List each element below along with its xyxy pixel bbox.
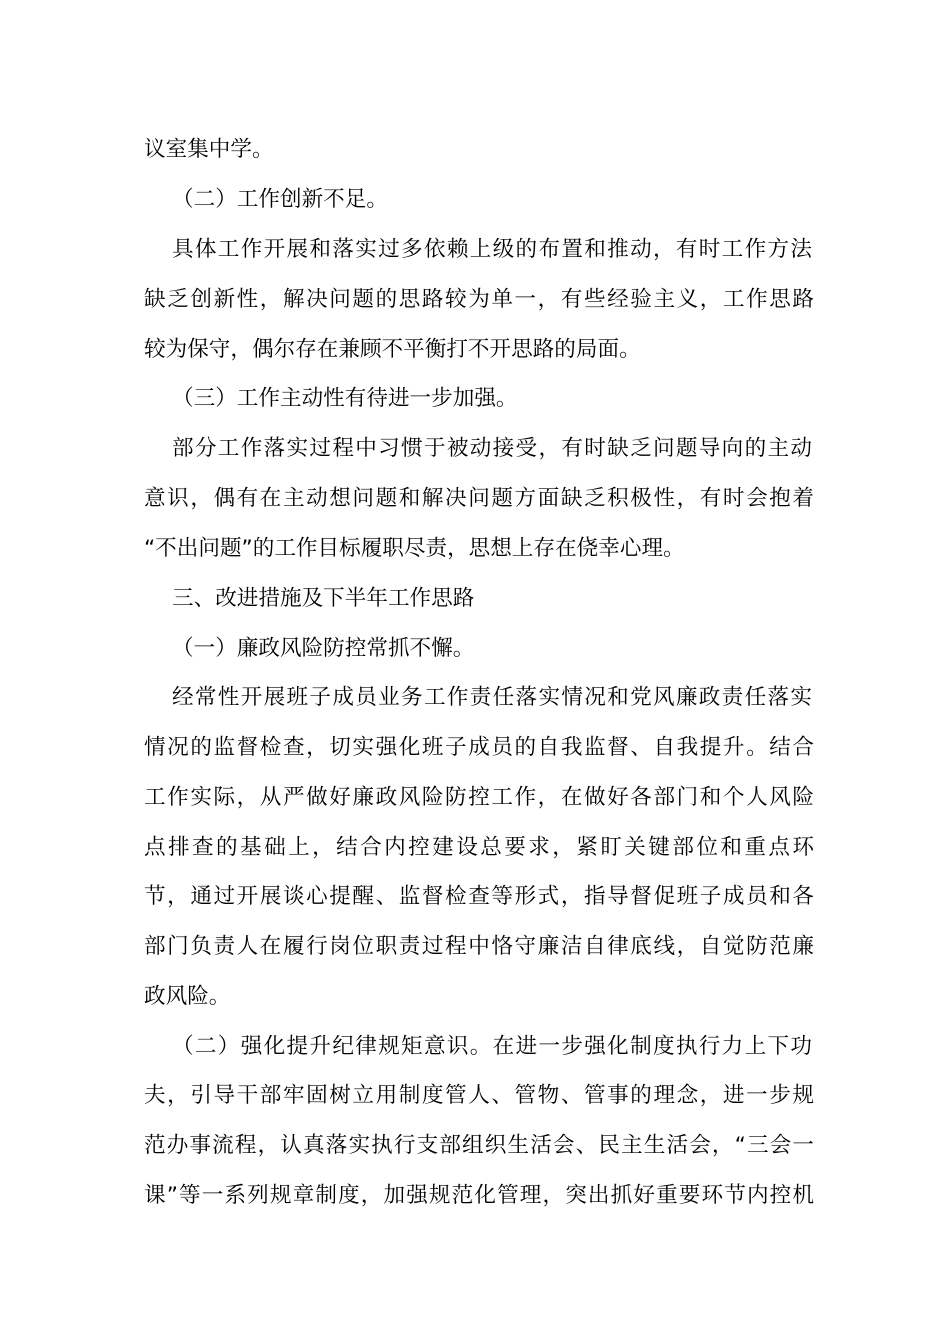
- text-line: 工作实际，从严做好廉政风险防控工作，在做好各部门和个人风险: [144, 785, 814, 810]
- section-heading: （三）工作主动性有待进一步加强。: [172, 386, 518, 411]
- section-paragraph-line: （二）强化提升纪律规矩意识。在进一步强化制度执行力上下功: [172, 1034, 812, 1059]
- text-line: 经常性开展班子成员业务工作责任落实情况和党风廉政责任落实: [172, 685, 812, 710]
- section-heading: （一）廉政风险防控常抓不懈。: [172, 636, 475, 661]
- text-line: 点排查的基础上，结合内控建设总要求，紧盯关键部位和重点环: [144, 835, 814, 860]
- text-line: 较为保守，偶尔存在兼顾不平衡打不开思路的局面。: [144, 337, 641, 362]
- text-line: 政风险。: [144, 984, 231, 1009]
- text-line: 夫，引导干部牢固树立用制度管人、管物、管事的理念，进一步规: [144, 1083, 814, 1108]
- section-heading: （二）工作创新不足。: [172, 187, 388, 212]
- text-line: 节，通过开展谈心提醒、监督检查等形式，指导督促班子成员和各: [144, 884, 814, 909]
- text-line: 具体工作开展和落实过多依赖上级的布置和推动，有时工作方法: [172, 237, 812, 262]
- text-line: 部门负责人在履行岗位职责过程中恪守廉洁自律底线，自觉防范廉: [144, 934, 814, 959]
- text-line: 议室集中学。: [144, 137, 274, 162]
- text-line: 缺乏创新性，解决问题的思路较为单一，有些经验主义，工作思路: [144, 287, 814, 312]
- text-line: “不出问题”的工作目标履职尽责，思想上存在侥幸心理。: [144, 536, 685, 561]
- text-line: 部分工作落实过程中习惯于被动接受，有时缺乏问题导向的主动: [172, 436, 812, 461]
- chapter-heading: 三、改进措施及下半年工作思路: [172, 586, 475, 611]
- text-line: 范办事流程，认真落实执行支部组织生活会、民主生活会，“三会一: [144, 1133, 814, 1158]
- text-line: 意识，偶有在主动想问题和解决问题方面缺乏积极性，有时会抱着: [144, 486, 814, 511]
- text-line: 课”等一系列规章制度，加强规范化管理，突出抓好重要环节内控机: [144, 1183, 814, 1208]
- text-line: 情况的监督检查，切实强化班子成员的自我监督、自我提升。结合: [144, 735, 814, 760]
